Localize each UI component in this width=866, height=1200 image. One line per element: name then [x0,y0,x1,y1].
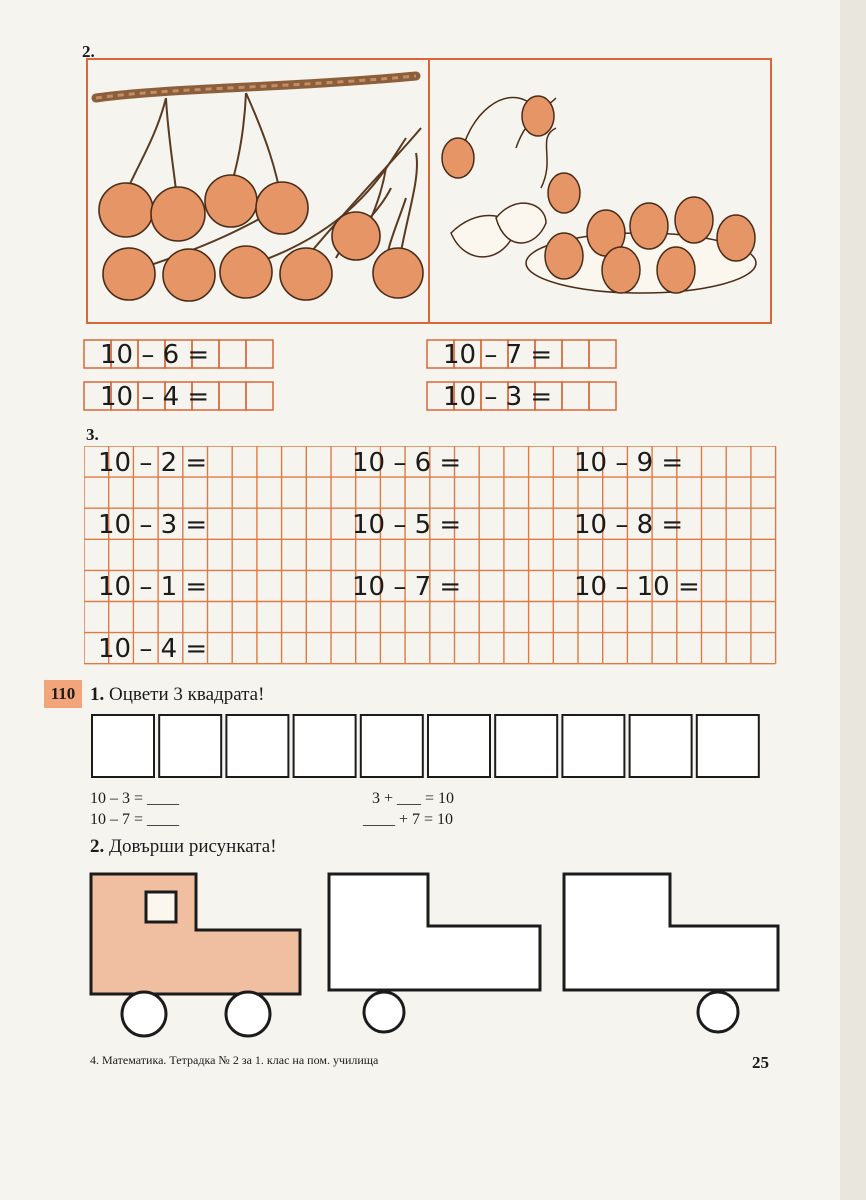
task3-number: 3. [86,425,99,444]
task2-equation: 10 – 7 = [443,340,553,370]
fruit-illustration [86,58,772,326]
squares-row [90,713,766,781]
page-number: 25 [752,1053,769,1072]
task2-equations [82,336,622,416]
cherry-branch [96,76,416,98]
task2-number: 2. [82,42,95,61]
lesson-badge [44,680,82,708]
task3-equation: 10 – 3 = [98,510,208,540]
color-square[interactable] [697,715,759,777]
right-equation-1: 3 + ___ = 10 [372,790,455,807]
task2-equation: 10 – 3 = [443,382,553,412]
task3-equation: 10 – 6 = [352,448,462,478]
task2-equation: 10 – 4 = [100,382,210,412]
lesson-task2-text: Довърши рисунката! [109,836,277,857]
left-equation-1: 10 – 3 = ____ [90,790,180,807]
footer-text: 4. Математика. Тетрадка № 2 за 1. клас на пом. училища [90,1053,379,1067]
color-square[interactable] [495,715,557,777]
task3-equation: 10 – 10 = [574,572,700,602]
task3-equation: 10 – 5 = [352,510,462,540]
strawberries [442,96,756,293]
color-square[interactable] [159,715,221,777]
lesson-task1-text: Оцвети 3 квадрата! [109,684,265,705]
cherries [99,175,423,301]
lesson-task2-title [90,836,277,858]
color-square[interactable] [361,715,423,777]
lesson-task1-label: 1. [90,684,105,705]
task3-equation: 10 – 2 = [98,448,208,478]
lesson-task2-label: 2. [90,836,105,857]
color-square[interactable] [226,715,288,777]
task3-equation: 10 – 4 = [98,634,208,664]
lesson-task1-title [90,684,264,706]
truck-incomplete-1 [329,874,540,1032]
color-square[interactable] [562,715,624,777]
task3-grid [84,446,780,668]
color-square[interactable] [92,715,154,777]
task3-equation: 10 – 7 = [352,572,462,602]
paper-edge [840,0,866,1200]
truck-complete [91,874,300,1036]
left-equation-2: 10 – 7 = ____ [90,811,180,828]
task3-equation: 10 – 8 = [574,510,684,540]
color-square[interactable] [294,715,356,777]
lesson-number: 110 [50,684,76,703]
right-equation-2: ____ + 7 = 10 [363,811,454,828]
truck-incomplete-2 [564,874,778,1032]
task2-equation: 10 – 6 = [100,340,210,370]
color-square[interactable] [630,715,692,777]
trucks-drawing [84,868,784,1042]
task3-equation: 10 – 9 = [574,448,684,478]
task3-equation: 10 – 1 = [98,572,208,602]
color-square[interactable] [428,715,490,777]
